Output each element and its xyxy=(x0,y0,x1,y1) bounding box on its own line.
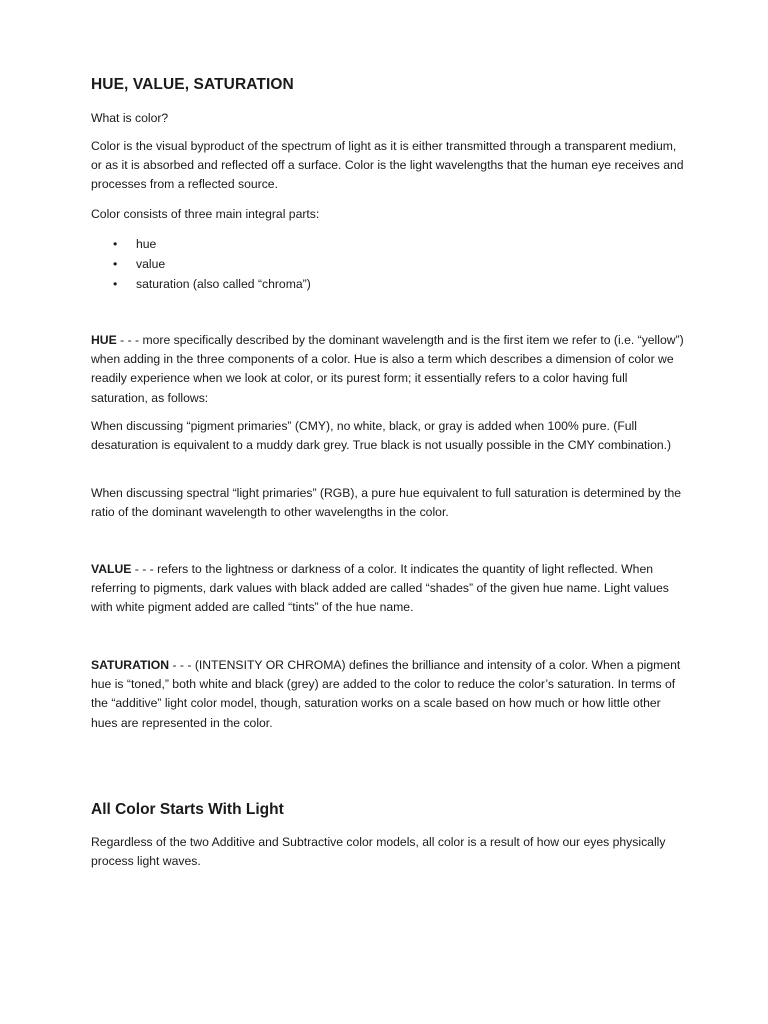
bullet-icon: • xyxy=(113,237,118,251)
hue-term: HUE xyxy=(91,333,117,347)
list-item xyxy=(91,274,311,294)
list-item-text: saturation (also called “chroma”) xyxy=(136,277,311,291)
saturation-term: SATURATION xyxy=(91,658,170,672)
list-item xyxy=(91,254,311,274)
saturation-paragraph xyxy=(91,656,687,733)
page-title: HUE, VALUE, SATURATION xyxy=(91,76,294,93)
list-item-text: value xyxy=(136,257,166,271)
value-paragraph xyxy=(91,560,687,618)
section-title: All Color Starts With Light xyxy=(91,801,284,818)
intro-paragraph: Color is the visual byproduct of the spectrum of light as it is either transmitted through a transparent medium, or as it is absorbed and reflected off a surface. Color is the light wavelengths that the human eye receives and processes from a reflected source. xyxy=(91,139,684,192)
hue-paragraph xyxy=(91,331,687,408)
intro-question: What is color? xyxy=(91,111,169,125)
section-paragraph: Regardless of the two Additive and Subtractive color models, all color is a result of how our eyes physically process light waves. xyxy=(91,835,666,869)
hue-pigment-paragraph: When discussing “pigment primaries” (CMY), no white, black, or gray is added when 100% pure. (Full desaturation is equivalent to a muddy dark grey. True black is not usually possible in the CMY combination.) xyxy=(91,419,672,453)
hue-light-paragraph: When discussing spectral “light primaries” (RGB), a pure hue equivalent to full saturation is determined by the ratio of the dominant wavelength to other wavelengths in the color. xyxy=(91,486,682,520)
bullet-icon: • xyxy=(113,277,118,291)
value-term: VALUE xyxy=(91,562,132,576)
parts-intro: Color consists of three main integral parts: xyxy=(91,207,320,221)
parts-list xyxy=(91,234,311,294)
bullet-icon: • xyxy=(113,257,118,271)
hue-text: - - - more specifically described by the dominant wavelength and is the first item we refer to (i.e. “yellow”) when adding in the three components of a color. Hue is also a term which describes a dimension of color we readily experience when we look at color, or its purest form; it essentially refers to a color having full saturation, as follows: xyxy=(91,333,684,405)
value-text: - - - refers to the lightness or darkness of a color. It indicates the quantity of light reflected. When referring to pigments, dark values with black added are called “shades” of the given hue name. Light values with white pigment added are called “tints” of the hue name. xyxy=(91,562,669,615)
saturation-text: - - - (INTENSITY OR CHROMA) defines the brilliance and intensity of a color. When a pigment hue is “toned,” both white and black (grey) are added to the color to reduce the color’s saturation. In terms of the “additive” light color model, though, saturation works on a scale based on how much or how little other hues are represented in the color. xyxy=(91,658,681,730)
list-item xyxy=(91,234,311,254)
list-item-text: hue xyxy=(136,237,157,251)
